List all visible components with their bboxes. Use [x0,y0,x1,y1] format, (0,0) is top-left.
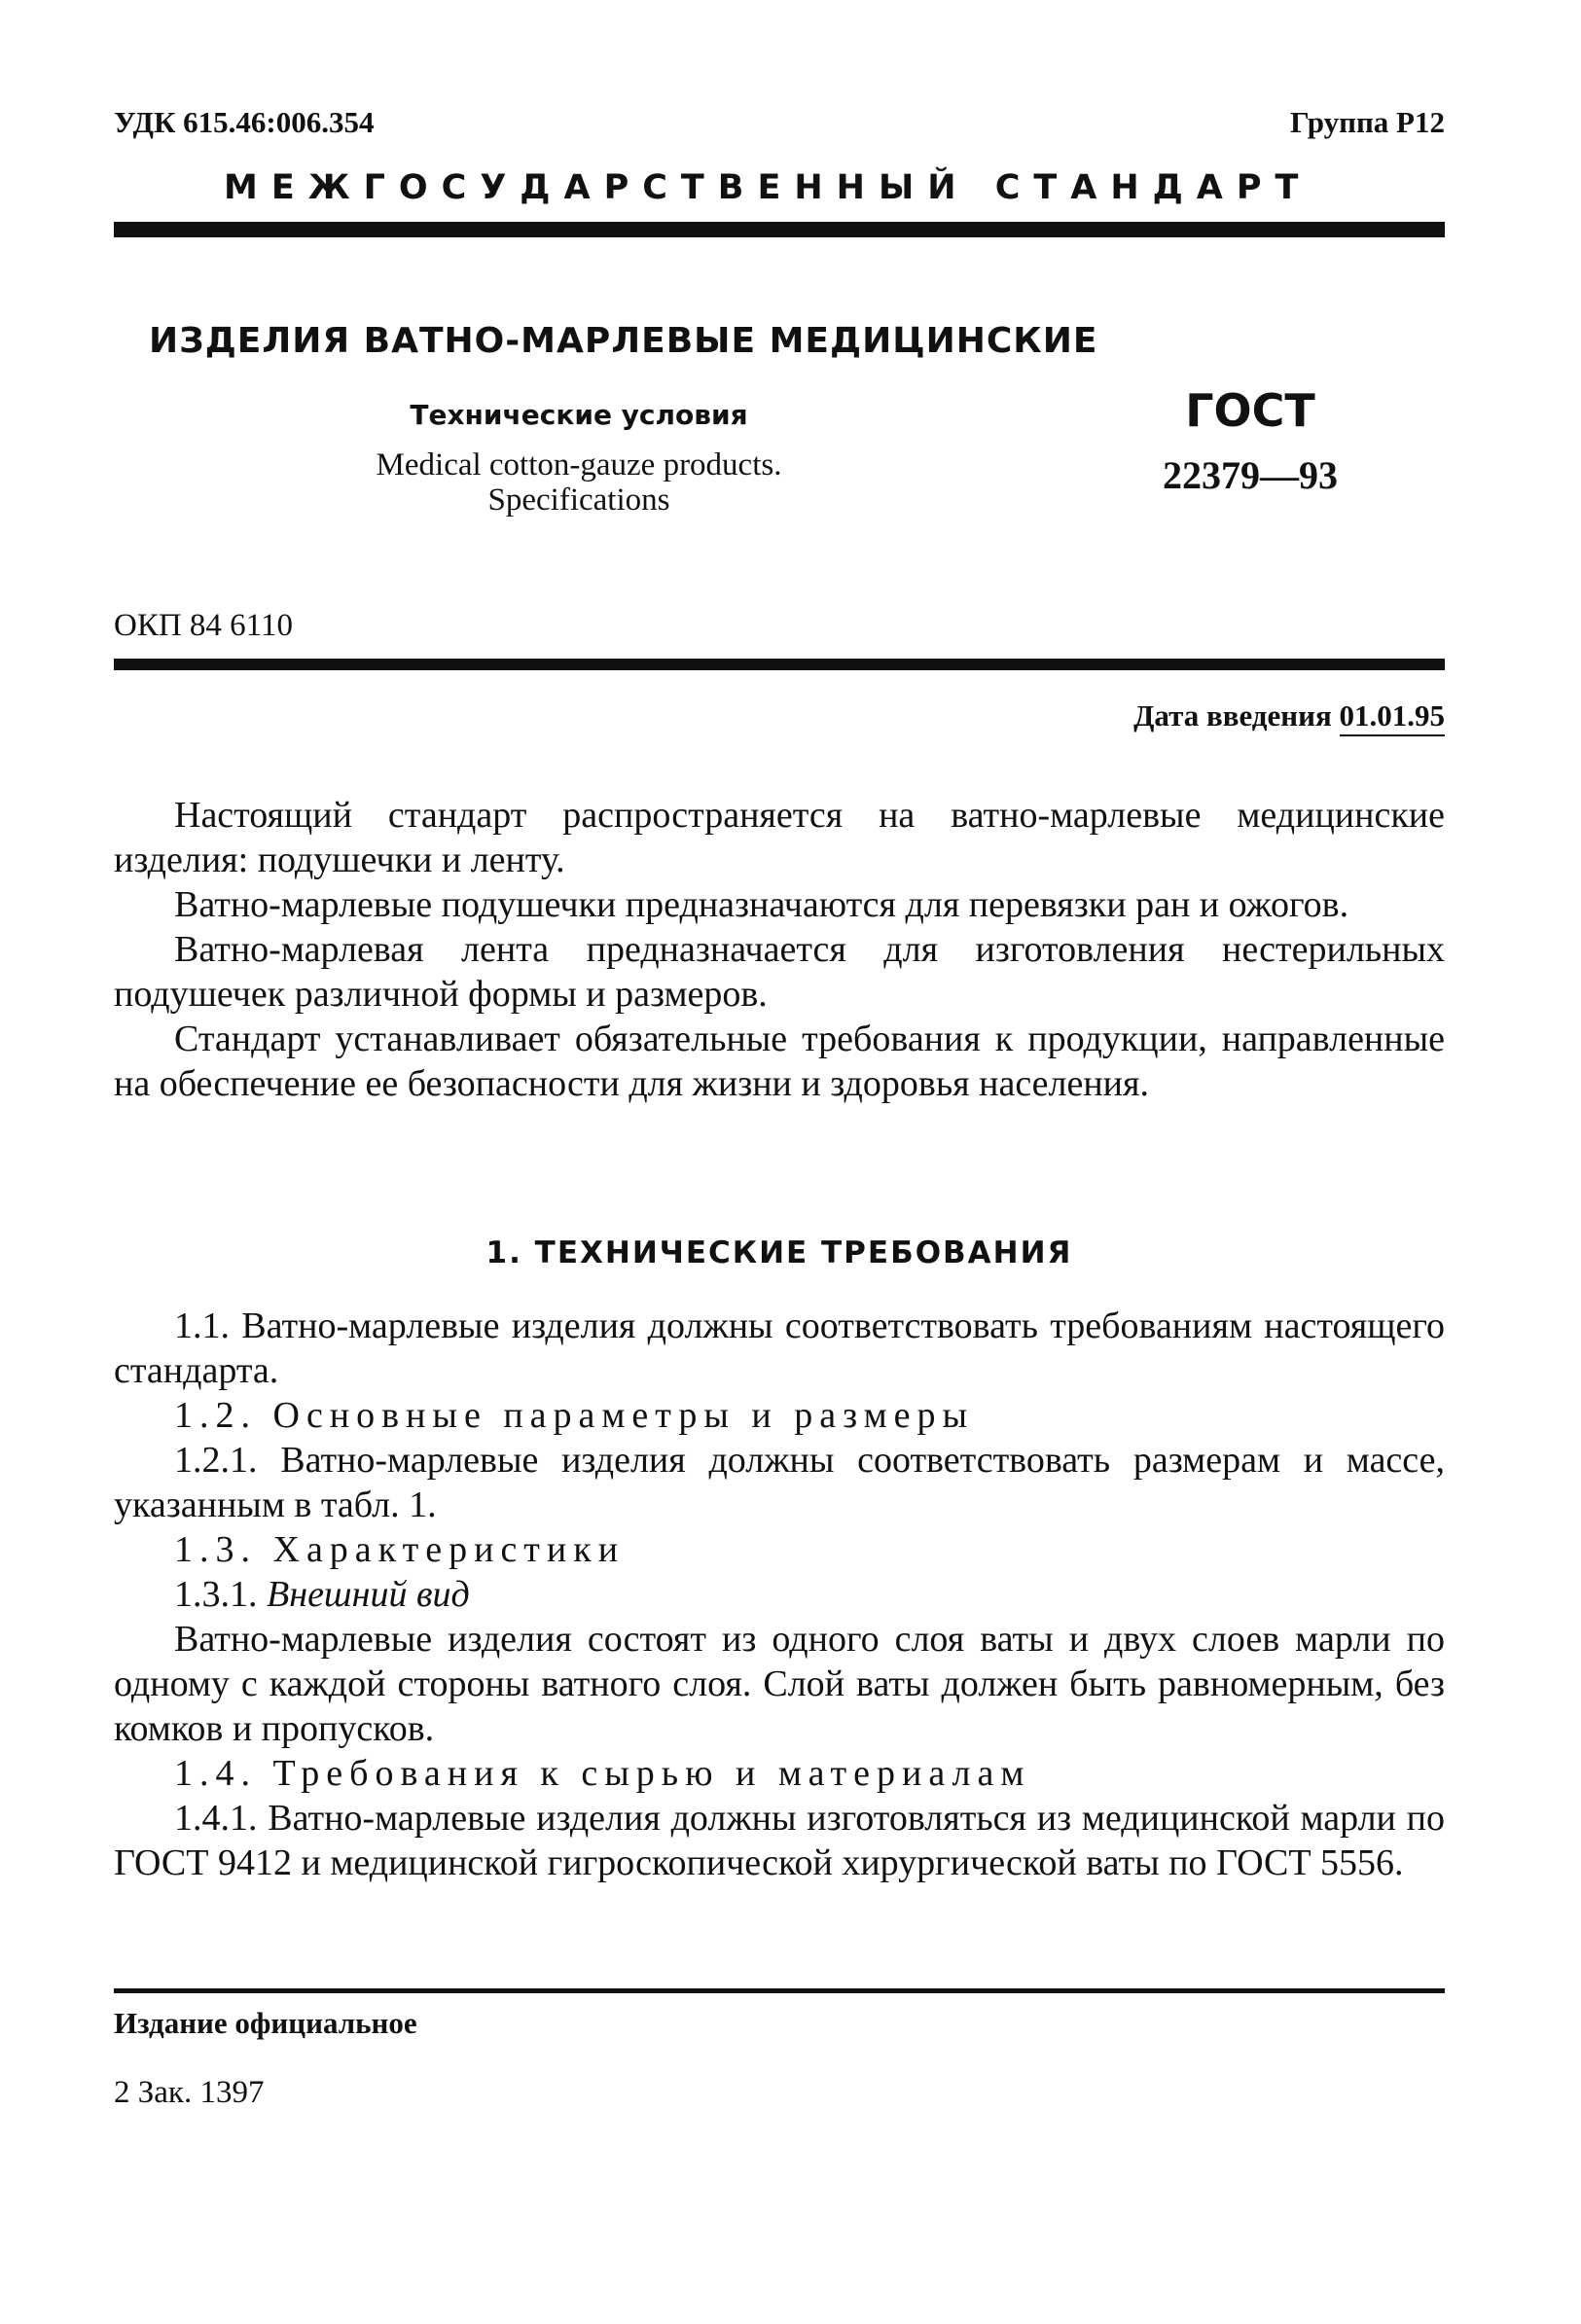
clause-1-3-1-number: 1.3.1. [174,1574,258,1615]
header-rule [114,222,1445,237]
intro-paragraph: Настоящий стандарт распространяется на ватно-марлевые медицинские изделия: подушечки и ленту. [114,795,1445,880]
intro-paragraph: Стандарт устанавливает обязательные требования к продукции, направленные на обеспечение ее безопасности для жизни и здоровья населения. [114,1019,1445,1104]
gost-label: ГОСТ [1185,384,1315,437]
okp-code: ОКП 84 6110 [114,608,293,643]
intro-paragraph: Ватно-марлевые подушечки предназначаются для перевязки ран и ожогов. [174,884,1349,925]
english-title-line2: Specifications [487,483,670,518]
clause-1-3-1-text: Ватно-марлевые изделия состоят из одного слоя ваты и двух слоев марли по одному с каждой стороны ватного слоя. Слой ваты должен быть равномерным, без комков и пропусков. [114,1619,1445,1749]
document-title: ИЗДЕЛИЯ ВАТНО-МАРЛЕВЫЕ МЕДИЦИНСКИЕ [149,321,1098,361]
introduction-date [1133,698,1445,733]
order-number: 2 Зак. 1397 [114,2075,265,2110]
intro-section [114,793,1445,1106]
clause-1-3-1 [114,1572,1445,1617]
clause-1-2-1: 1.2.1. Ватно-марлевые изделия должны соответствовать размерам и массе, указанным в табл. 1. [114,1440,1445,1525]
footer-rule [114,1988,1445,1993]
clause-1-1: 1.1. Ватно-марлевые изделия должны соответствовать требованиям настоящего стандарта. [114,1305,1445,1391]
group-code: Группа Р12 [1289,105,1445,139]
clause-1-4: 1.4. Требования к сырью и материалам [174,1753,1031,1794]
intro-paragraph: Ватно-марлевая лента предназначается для изготовления нестерильных подушечек различной формы и размеров. [114,929,1445,1015]
gost-number: 22379—93 [1163,453,1338,497]
udk-code: УДК 615.46:006.354 [114,105,375,139]
introduction-date-value: 01.01.95 [1340,698,1446,736]
official-edition-label: Издание официальное [114,2006,417,2040]
introduction-date-label: Дата введения [1133,698,1332,733]
clause-1-4-1: 1.4.1. Ватно-марлевые изделия должны изготовляться из медицинской марли по ГОСТ 9412 и медицинской гигроскопической хирургической ваты по ГОСТ 5556. [114,1798,1445,1883]
interstate-standard-heading: МЕЖГОСУДАРСТВЕННЫЙ СТАНДАРТ [224,168,1312,207]
section-heading: 1. ТЕХНИЧЕСКИЕ ТРЕБОВАНИЯ [485,1235,1073,1270]
english-title [287,447,871,518]
clause-1-2: 1.2. Основные параметры и размеры [174,1395,975,1436]
title-rule [114,659,1445,670]
english-title-line1: Medical cotton-gauze products. [376,447,782,483]
clause-1-3: 1.3. Характеристики [174,1529,626,1570]
requirements-section [114,1304,1445,1885]
clause-1-3-1-title: Внешний вид [267,1574,470,1615]
document-subtitle: Технические условия [410,399,748,431]
